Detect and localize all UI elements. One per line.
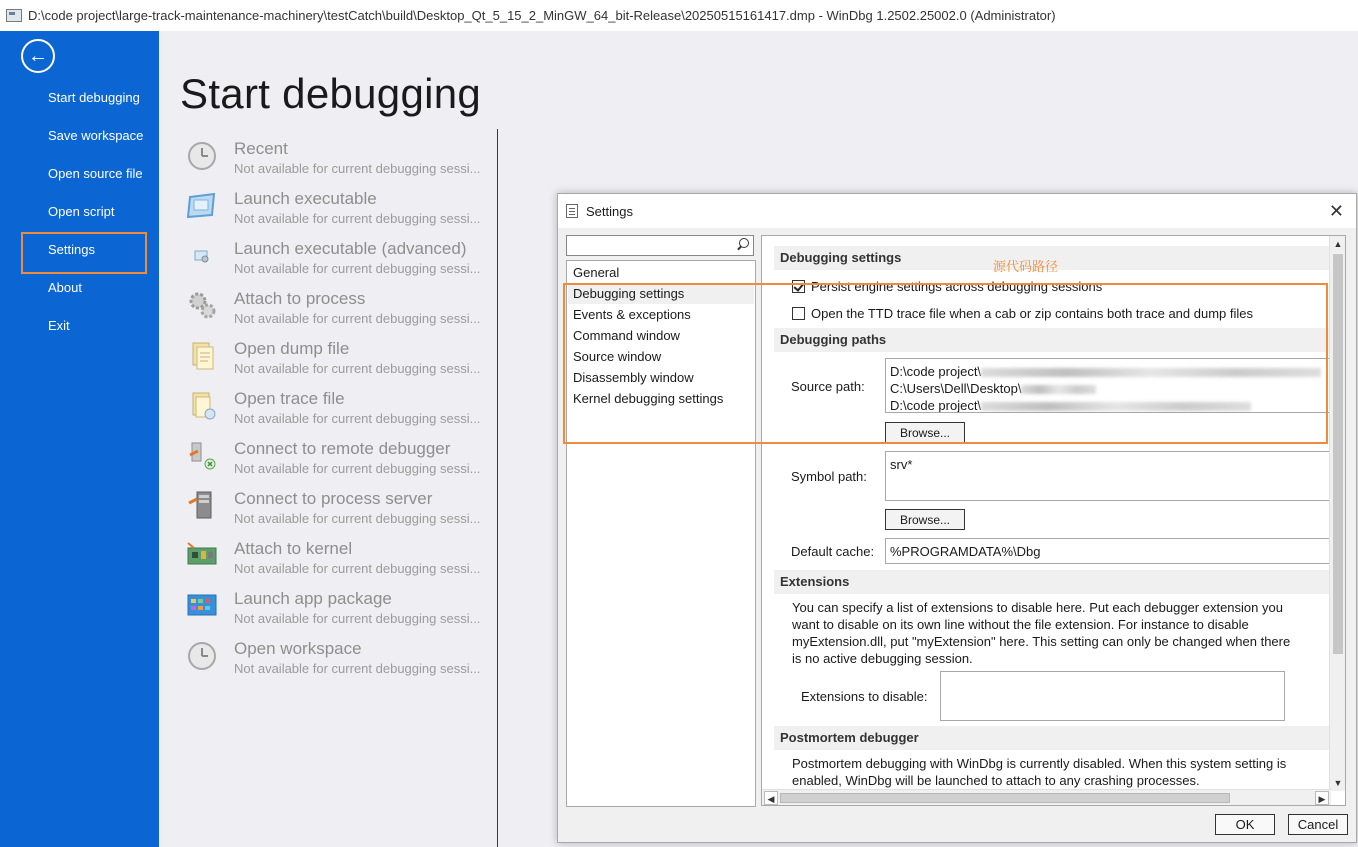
action-launch-app-package[interactable] bbox=[186, 589, 496, 635]
window-icon bbox=[186, 189, 218, 221]
default-cache-value: %PROGRAMDATA%\Dbg bbox=[890, 544, 1041, 559]
source-path-line: D:\code project\ bbox=[890, 398, 982, 413]
gears-icon bbox=[186, 289, 218, 321]
category-disassembly-window[interactable]: Disassembly window bbox=[573, 370, 694, 385]
ttd-trace-label: Open the TTD trace file when a cab or zip contains both trace and dump files bbox=[811, 306, 1253, 321]
action-title: Open trace file bbox=[234, 389, 345, 408]
annotation-label: 源代码路径 bbox=[993, 260, 1059, 275]
action-title: Attach to kernel bbox=[234, 539, 353, 558]
action-title: Connect to remote debugger bbox=[234, 439, 451, 458]
nav-open-script[interactable]: Open script bbox=[48, 204, 115, 219]
action-subtitle: Not available for current debugging sessi... bbox=[234, 311, 481, 326]
nav-exit[interactable]: Exit bbox=[48, 318, 70, 333]
symbol-browse-button[interactable]: Browse... bbox=[885, 509, 965, 530]
category-source-window[interactable]: Source window bbox=[573, 349, 662, 364]
action-launch-executable[interactable] bbox=[186, 189, 496, 235]
action-recent[interactable] bbox=[186, 139, 496, 185]
persist-settings-label: Persist engine settings across debugging sessions bbox=[811, 279, 1103, 294]
nav-about[interactable]: About bbox=[48, 280, 82, 295]
settings-search-input[interactable] bbox=[567, 236, 732, 255]
ttd-trace-checkbox[interactable] bbox=[792, 307, 805, 320]
source-path-label: Source path: bbox=[791, 379, 865, 394]
settings-content-pane bbox=[761, 235, 1346, 806]
remote-debugger-icon bbox=[186, 439, 218, 471]
settings-highlight-box bbox=[21, 232, 147, 274]
horizontal-scroll-thumb[interactable] bbox=[780, 793, 1230, 803]
action-title: Launch executable (advanced) bbox=[234, 239, 467, 258]
vertical-scrollbar[interactable] bbox=[1329, 236, 1345, 791]
dialog-title: Settings bbox=[586, 203, 633, 219]
category-debugging-settings[interactable]: Debugging settings bbox=[568, 284, 754, 304]
extensions-disable-label: Extensions to disable: bbox=[801, 689, 928, 704]
action-title: Open dump file bbox=[234, 339, 350, 358]
clock-icon bbox=[186, 139, 218, 171]
action-attach-to-process[interactable] bbox=[186, 289, 496, 335]
action-subtitle: Not available for current debugging sessi... bbox=[234, 411, 481, 426]
action-subtitle: Not available for current debugging sessi... bbox=[234, 461, 481, 476]
dump-file-icon bbox=[186, 339, 218, 371]
action-connect-process-server[interactable] bbox=[186, 489, 496, 535]
vertical-divider bbox=[497, 129, 498, 847]
nav-open-source-file[interactable]: Open source file bbox=[48, 166, 143, 181]
action-attach-to-kernel[interactable] bbox=[186, 539, 496, 585]
action-title: Open workspace bbox=[234, 639, 362, 658]
scroll-left-icon[interactable]: ◀ bbox=[764, 791, 778, 805]
default-cache-label: Default cache: bbox=[791, 544, 875, 559]
action-subtitle: Not available for current debugging sessi... bbox=[234, 661, 481, 676]
window-title: D:\code project\large-track-maintenance-machinery\testCatch\build\Desktop_Qt_5_15_2_MinGW_64_bit-Release\20250515161417.dmp - WinDbg 1.2502.25002.0 (Administrator) bbox=[28, 8, 1056, 23]
persist-settings-checkbox[interactable] bbox=[792, 280, 805, 293]
ok-button[interactable]: OK bbox=[1215, 814, 1275, 835]
clock-icon bbox=[186, 639, 218, 671]
scroll-right-icon[interactable]: ▶ bbox=[1315, 791, 1329, 805]
action-open-workspace[interactable] bbox=[186, 639, 496, 685]
category-general[interactable]: General bbox=[573, 265, 620, 280]
trace-file-icon bbox=[186, 389, 218, 421]
nav-settings[interactable]: Settings bbox=[48, 242, 95, 257]
action-title: Attach to process bbox=[234, 289, 366, 308]
action-title: Launch executable bbox=[234, 189, 377, 208]
persist-settings-row[interactable] bbox=[792, 279, 1102, 294]
category-events-exceptions[interactable]: Events & exceptions bbox=[573, 307, 691, 322]
section-debugging-settings: Debugging settings bbox=[774, 246, 1330, 270]
search-icon[interactable] bbox=[736, 238, 749, 252]
action-subtitle: Not available for current debugging sessi... bbox=[234, 561, 481, 576]
redacted-text bbox=[981, 402, 1251, 411]
scroll-up-icon[interactable]: ▲ bbox=[1333, 239, 1343, 249]
nav-start-debugging[interactable]: Start debugging bbox=[48, 90, 140, 105]
postmortem-description: Postmortem debugging with WinDbg is currently disabled. When this system setting is enabled, WinDbg will be launched to attach to any crashing processes. bbox=[792, 756, 1287, 788]
action-subtitle: Not available for current debugging sessi... bbox=[234, 511, 481, 526]
action-title: Connect to process server bbox=[234, 489, 433, 508]
action-title: Launch app package bbox=[234, 589, 392, 608]
source-browse-button[interactable]: Browse... bbox=[885, 422, 965, 443]
windbg-app-icon bbox=[6, 9, 22, 22]
source-path-field[interactable] bbox=[885, 358, 1335, 413]
action-subtitle: Not available for current debugging sessi... bbox=[234, 261, 481, 276]
chip-icon bbox=[186, 539, 218, 571]
scroll-down-icon[interactable]: ▼ bbox=[1333, 778, 1343, 788]
cancel-button[interactable]: Cancel bbox=[1288, 814, 1348, 835]
category-list bbox=[566, 260, 756, 807]
settings-dialog bbox=[557, 193, 1357, 843]
category-kernel-debugging[interactable]: Kernel debugging settings bbox=[573, 391, 724, 406]
section-debugging-paths: Debugging paths bbox=[774, 328, 1330, 352]
vertical-scroll-thumb[interactable] bbox=[1333, 254, 1343, 654]
section-extensions: Extensions bbox=[774, 570, 1330, 594]
category-command-window[interactable]: Command window bbox=[573, 328, 680, 343]
section-postmortem: Postmortem debugger bbox=[774, 726, 1330, 750]
backstage-nav bbox=[0, 31, 159, 847]
server-icon bbox=[186, 489, 218, 521]
dialog-titlebar bbox=[558, 194, 1356, 228]
nav-save-workspace[interactable]: Save workspace bbox=[48, 128, 144, 143]
extensions-description: You can specify a list of extensions to disable here. Put each debugger extension you want to disable on its own line without the file extension. For instance to disable myExtension.dll, put "myExtension" here. This setting can only be changed when there is no active debugging session. bbox=[792, 600, 1291, 666]
source-path-line: D:\code project\ bbox=[890, 364, 982, 379]
extensions-disable-field[interactable] bbox=[940, 671, 1285, 721]
settings-search bbox=[566, 235, 754, 256]
action-launch-executable-advanced[interactable] bbox=[186, 239, 496, 285]
page-title: Start debugging bbox=[180, 70, 482, 117]
action-open-trace-file[interactable] bbox=[186, 389, 496, 435]
back-arrow-icon[interactable]: ← bbox=[21, 39, 55, 73]
action-connect-remote-debugger[interactable] bbox=[186, 439, 496, 485]
action-subtitle: Not available for current debugging sessi... bbox=[234, 611, 481, 626]
symbol-path-value: srv* bbox=[890, 457, 913, 472]
action-title: Recent bbox=[234, 139, 288, 158]
action-open-dump-file[interactable] bbox=[186, 339, 496, 385]
action-subtitle: Not available for current debugging sessi... bbox=[234, 361, 481, 376]
app-package-icon bbox=[186, 589, 218, 621]
window-gear-icon bbox=[186, 239, 218, 271]
default-cache-field[interactable] bbox=[885, 538, 1335, 564]
source-path-line: C:\Users\Dell\Desktop\ bbox=[890, 381, 1022, 396]
horizontal-scrollbar[interactable] bbox=[762, 789, 1331, 805]
redacted-text bbox=[1021, 385, 1096, 394]
ttd-trace-row[interactable] bbox=[792, 306, 1253, 321]
action-subtitle: Not available for current debugging sessi... bbox=[234, 161, 481, 176]
settings-list-icon bbox=[566, 204, 578, 218]
symbol-path-label: Symbol path: bbox=[791, 469, 867, 484]
close-icon[interactable]: ✕ bbox=[1328, 201, 1344, 221]
symbol-path-field[interactable] bbox=[885, 451, 1335, 501]
action-subtitle: Not available for current debugging sessi... bbox=[234, 211, 481, 226]
redacted-text bbox=[981, 368, 1321, 377]
window-titlebar bbox=[0, 0, 1358, 31]
